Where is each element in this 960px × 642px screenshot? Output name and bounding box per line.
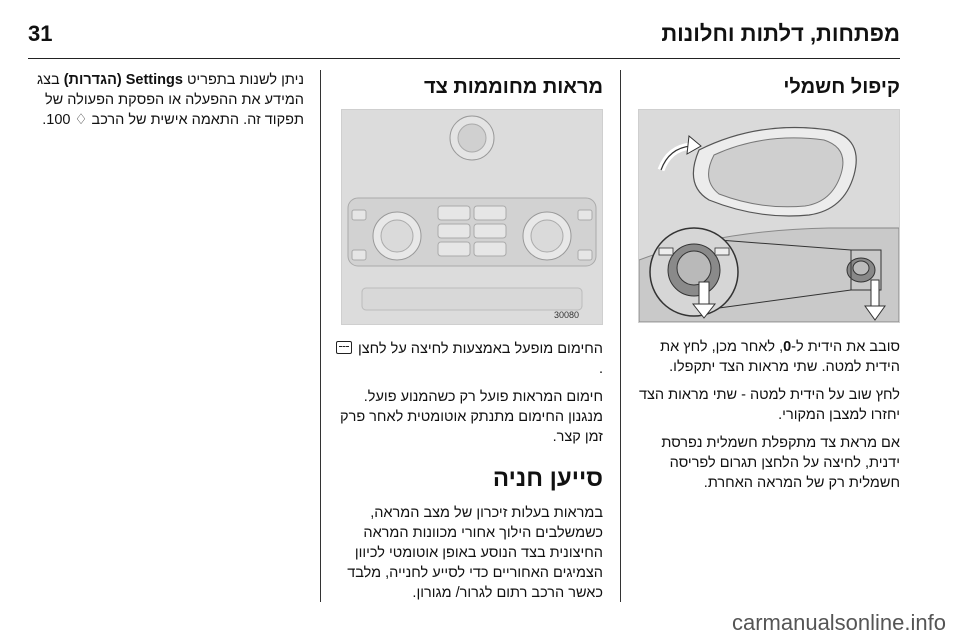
chapter-title: מפתחות, דלתות וחלונות bbox=[661, 21, 900, 46]
page-number: 31 bbox=[28, 21, 53, 46]
mirror-switch-illustration bbox=[638, 109, 900, 323]
column-divider-right bbox=[620, 70, 621, 602]
fold-text-a: סובב את הידית ל- bbox=[791, 339, 900, 355]
heading-heated-mirrors: מראות מחוממות צד bbox=[423, 76, 603, 98]
figure-code: 30080 bbox=[554, 310, 580, 320]
page-ref-number: 100. bbox=[42, 112, 71, 128]
paragraph-heating-activation bbox=[333, 339, 603, 379]
heading-electric-folding: קיפול חשמלי bbox=[783, 76, 900, 98]
paragraph-parking-assist: במראות בעלות זיכרון של מצב המראה, כשמשלבים הילוך אחורי מכוונות המראה החיצונית בצד הנוסע באופן אוטומטי לכיוון הצמיגים האחוריים כדי לסייע לחנייה, מלבד כאשר הרכב רתום לגרור/ מגורון. bbox=[347, 505, 603, 601]
column-heated-mirrors bbox=[333, 70, 603, 611]
column-electric-folding bbox=[632, 70, 900, 501]
paragraph-fold-instructions bbox=[632, 337, 900, 377]
settings-text-b: בצג המידע את ההפעלה או הפסקת הפעולה של תפקוד זה. התאמה אישית של הרכב bbox=[36, 72, 304, 128]
knob-position-value: 0 bbox=[783, 339, 792, 355]
activation-period: . bbox=[598, 361, 603, 377]
page-header bbox=[28, 14, 900, 54]
paragraph-manual-unfold: אם מראת צד מתקפלת חשמלית נפרסת ידנית, לחיצה על הלחצן תגרום לפריסה חשמלית רק של המראה האחרת. bbox=[661, 435, 900, 491]
fold-text-b: , לאחר מכן, לחץ את הידית למטה. שתי מראות הצד יתקפלו. bbox=[660, 339, 900, 375]
paragraph-heating-operation: חימום המראות פועל רק כשהמנוע פועל. מנגנון החימום מתנתק אוטומטית לאחר פרק זמן קצר. bbox=[340, 389, 603, 445]
heading-parking-assist: סייען חניה bbox=[492, 465, 603, 492]
settings-text-a: ניתן לשנות בתפריט bbox=[186, 72, 304, 88]
header-rule bbox=[28, 58, 900, 59]
climate-panel-illustration bbox=[341, 109, 603, 325]
rear-defrost-icon bbox=[336, 341, 352, 354]
mirror-switch-drawing bbox=[639, 110, 899, 322]
paragraph-unfold: לחץ שוב על הידית למטה - שתי מראות הצד יחזרו למצבן המקורי. bbox=[638, 387, 900, 423]
paragraph-settings bbox=[28, 70, 304, 130]
page-ref-icon: ♢ bbox=[74, 112, 88, 128]
watermark: carmanualsonline.info bbox=[731, 610, 946, 635]
column-divider-left bbox=[320, 70, 321, 602]
settings-menu-name: Settings (הגדרות) bbox=[63, 72, 183, 88]
climate-panel-drawing bbox=[342, 110, 602, 324]
column-settings-note bbox=[28, 70, 304, 138]
activation-text: החימום מופעל באמצעות לחיצה על לחצן bbox=[358, 341, 603, 357]
